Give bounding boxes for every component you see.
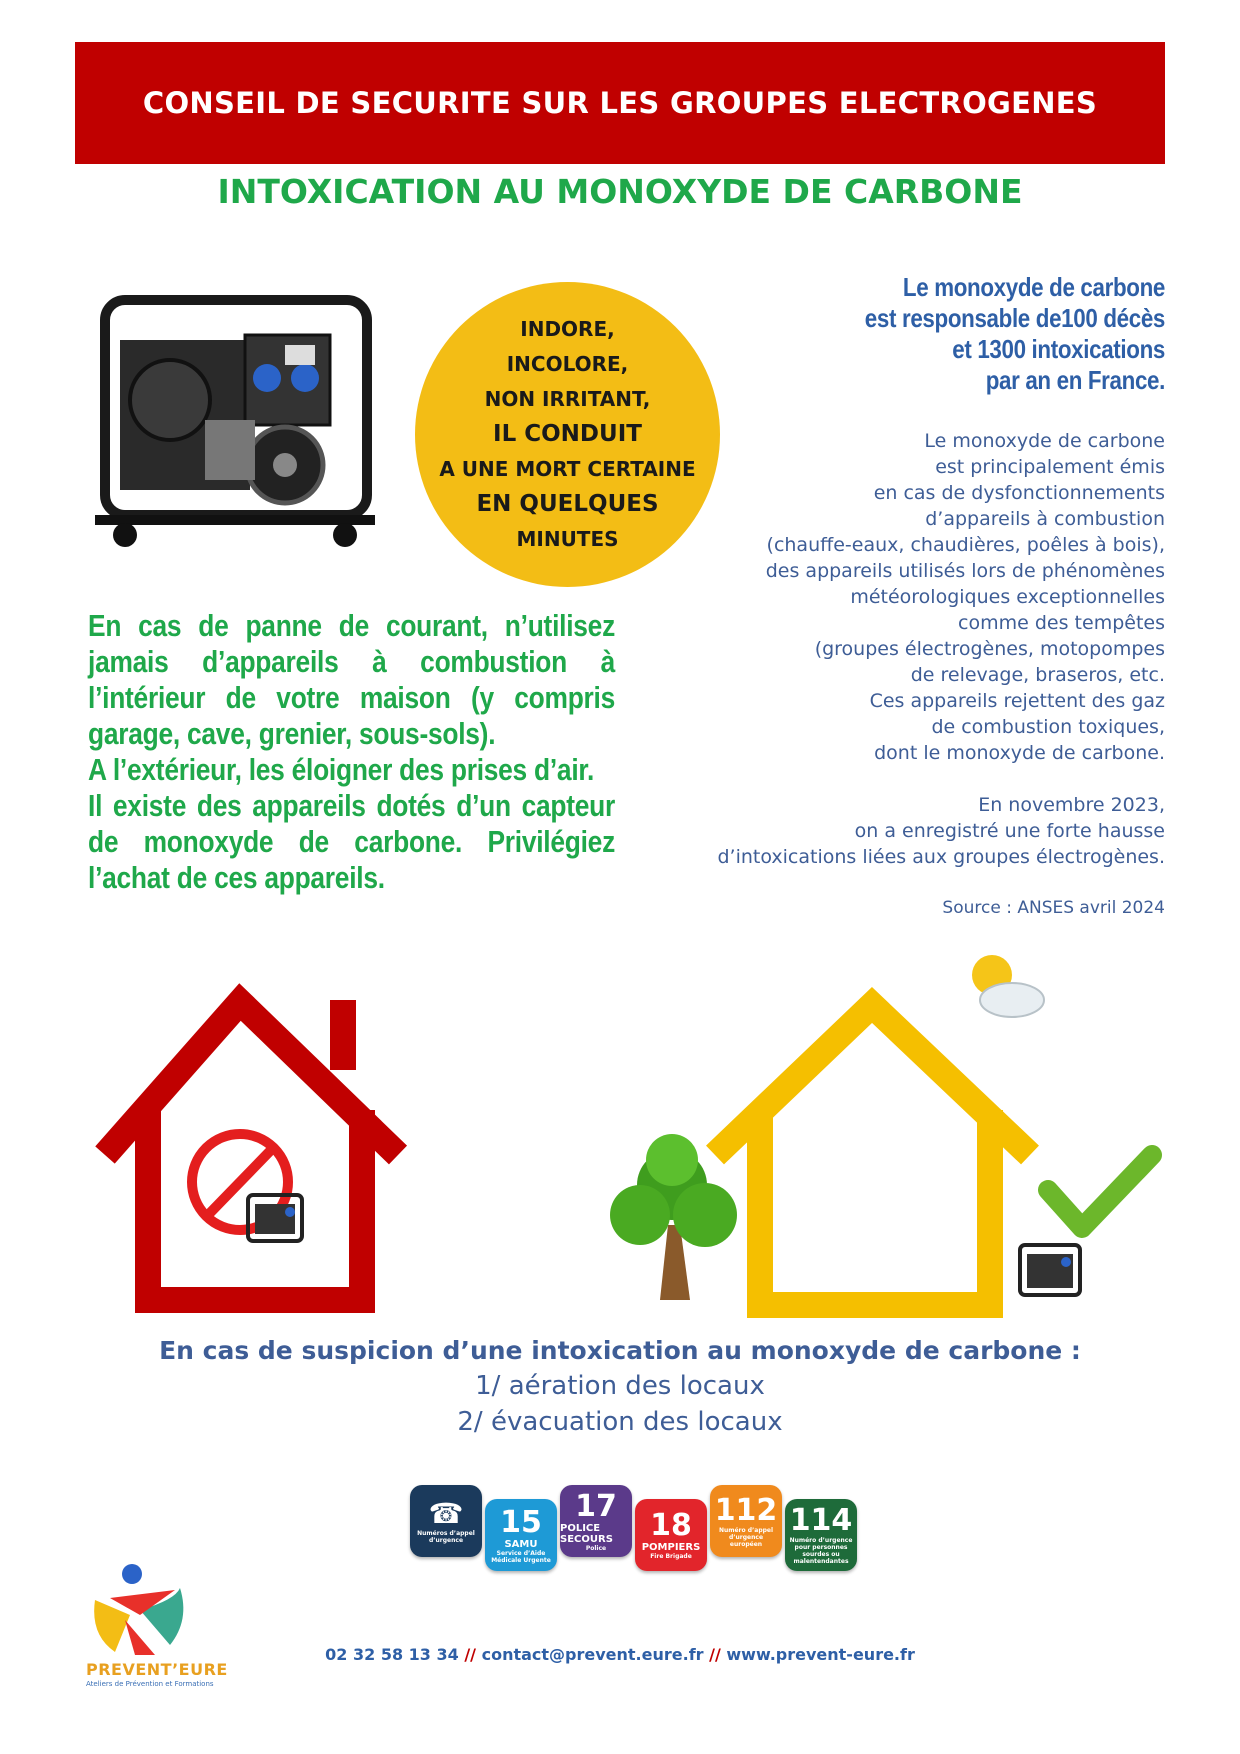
suspicion-question: En cas de suspicion d’une intoxication au monoxyde de carbone : xyxy=(159,1336,1081,1365)
info-line: comme des tempêtes xyxy=(958,612,1165,634)
header-banner xyxy=(75,42,1165,164)
info-line: Le monoxyde de carbone xyxy=(924,430,1165,452)
warning-line: MINUTES xyxy=(516,527,619,551)
info-line: (groupes électrogènes, motopompes xyxy=(814,638,1165,660)
info-line: est principalement émis xyxy=(935,456,1165,478)
info-line: dont le monoxyde de carbone. xyxy=(874,742,1165,764)
info-line: de relevage, braseros, etc. xyxy=(910,664,1165,686)
contact-phone: 02 32 58 13 34 xyxy=(325,1645,459,1664)
emergency-tile-114 xyxy=(785,1499,857,1571)
info-line: En novembre 2023, xyxy=(978,794,1165,816)
generator-image xyxy=(85,280,385,560)
stat-line: est responsable de100 décès xyxy=(864,303,1165,333)
contact-separator: // xyxy=(709,1645,721,1664)
tile-number: 112 xyxy=(714,1492,778,1528)
warning-line: IL CONDUIT xyxy=(493,421,642,447)
tile-number: 18 xyxy=(650,1508,692,1543)
phone-icon: ☎ xyxy=(428,1497,464,1530)
source-citation: Source : ANSES avril 2024 xyxy=(942,898,1165,918)
warning-circle xyxy=(415,282,720,587)
info-line: on a enregistré une forte hausse xyxy=(854,820,1165,842)
warning-line: INCOLORE, xyxy=(506,352,629,376)
stat-line: et 1300 intoxications xyxy=(952,334,1165,364)
warning-line: A UNE MORT CERTAINE xyxy=(439,457,696,481)
contact-line xyxy=(75,1645,1165,1664)
tile-label: SAMU xyxy=(504,1538,538,1550)
contact-website[interactable]: www.prevent-eure.fr xyxy=(726,1645,915,1664)
tile-label: POLICE SECOURS xyxy=(560,1522,613,1545)
suspicion-instructions xyxy=(75,1334,1165,1440)
warning-line: EN QUELQUES xyxy=(476,491,659,517)
tile-sublabel: Police xyxy=(585,1544,607,1552)
advice-paragraph: Il existe des appareils dotés d’un capteur de monoxyde de carbone. Privilégiez l’achat de ces appareils. xyxy=(88,788,615,895)
tree-icon xyxy=(610,1134,737,1300)
info-line: de combustion toxiques, xyxy=(931,716,1165,738)
logo-brand: PREVENT’EURE xyxy=(86,1660,228,1679)
sun-cloud-icon xyxy=(972,955,1044,1017)
tile-sublabel: Numéro d’urgence pour personnes sourdes ou malentendantes xyxy=(789,1537,853,1565)
advice-paragraph: A l’extérieur, les éloigner des prises d’air. xyxy=(88,752,595,787)
info-line: Ces appareils rejettent des gaz xyxy=(869,690,1165,712)
tile-label: POMPIERS xyxy=(641,1542,701,1553)
info-line: des appareils utilisés lors de phénomènes xyxy=(765,560,1165,582)
info-line: d’appareils à combustion xyxy=(925,508,1165,530)
info-text xyxy=(685,428,1165,870)
prevent-eure-logo xyxy=(80,1560,228,1705)
info-line: en cas de dysfonctionnements xyxy=(873,482,1165,504)
contact-email[interactable]: contact@prevent.eure.fr xyxy=(481,1645,704,1664)
tile-sublabel: Service d’Aide Médicale Urgente xyxy=(491,1549,551,1564)
emergency-tile-112 xyxy=(710,1485,782,1557)
small-generator-icon xyxy=(1020,1245,1080,1295)
emergency-tile-17 xyxy=(560,1485,632,1557)
emergency-tile-18 xyxy=(635,1499,707,1571)
contact-separator: // xyxy=(464,1645,477,1664)
yellow-house-icon xyxy=(715,1005,1030,1305)
warning-line: INDORE, xyxy=(520,317,615,341)
advice-text xyxy=(88,608,615,896)
stat-line: par an en France. xyxy=(985,365,1165,395)
tile-sublabel: Fire Brigade xyxy=(650,1553,692,1560)
emergency-tile-general xyxy=(410,1485,482,1557)
check-mark-icon xyxy=(1048,1155,1152,1228)
red-house-icon xyxy=(105,1000,398,1300)
stat-line: Le monoxyde de carbone xyxy=(902,272,1165,302)
step-aeration: 1/ aération des locaux xyxy=(475,1371,765,1401)
small-generator-icon xyxy=(248,1195,302,1241)
info-line: (chauffe-eaux, chaudières, poêles à bois), xyxy=(766,534,1165,556)
step-evacuation: 2/ évacuation des locaux xyxy=(457,1407,783,1437)
emergency-numbers xyxy=(410,1485,853,1585)
tile-sublabel: Numéro d’appel d’urgence européen xyxy=(718,1526,774,1548)
advice-paragraph: En cas de panne de courant, n’utilisez jamais d’appareils à combustion à l’intérieur de votre maison (y compris garage, cave, grenier, sous-sols). xyxy=(88,608,615,751)
statistics-text xyxy=(752,272,1165,396)
tile-sublabel: Numéros d’appel d’urgence xyxy=(417,1530,475,1544)
logo-tagline: Ateliers de Prévention et Formations xyxy=(86,1680,214,1688)
tile-number: 114 xyxy=(789,1503,853,1538)
warning-line: NON IRRITANT, xyxy=(484,387,651,411)
info-line: météorologiques exceptionnelles xyxy=(850,586,1165,608)
page-title: CONSEIL DE SECURITE SUR LES GROUPES ELECTROGENES xyxy=(142,86,1098,120)
page-subtitle: INTOXICATION AU MONOXYDE DE CARBONE xyxy=(217,172,1023,211)
emergency-tile-15 xyxy=(485,1499,557,1571)
info-line: d’intoxications liées aux groupes électrogènes. xyxy=(717,846,1165,868)
tile-number: 15 xyxy=(500,1504,542,1540)
tile-number: 17 xyxy=(575,1488,617,1524)
prohibited-icon xyxy=(192,1134,288,1230)
